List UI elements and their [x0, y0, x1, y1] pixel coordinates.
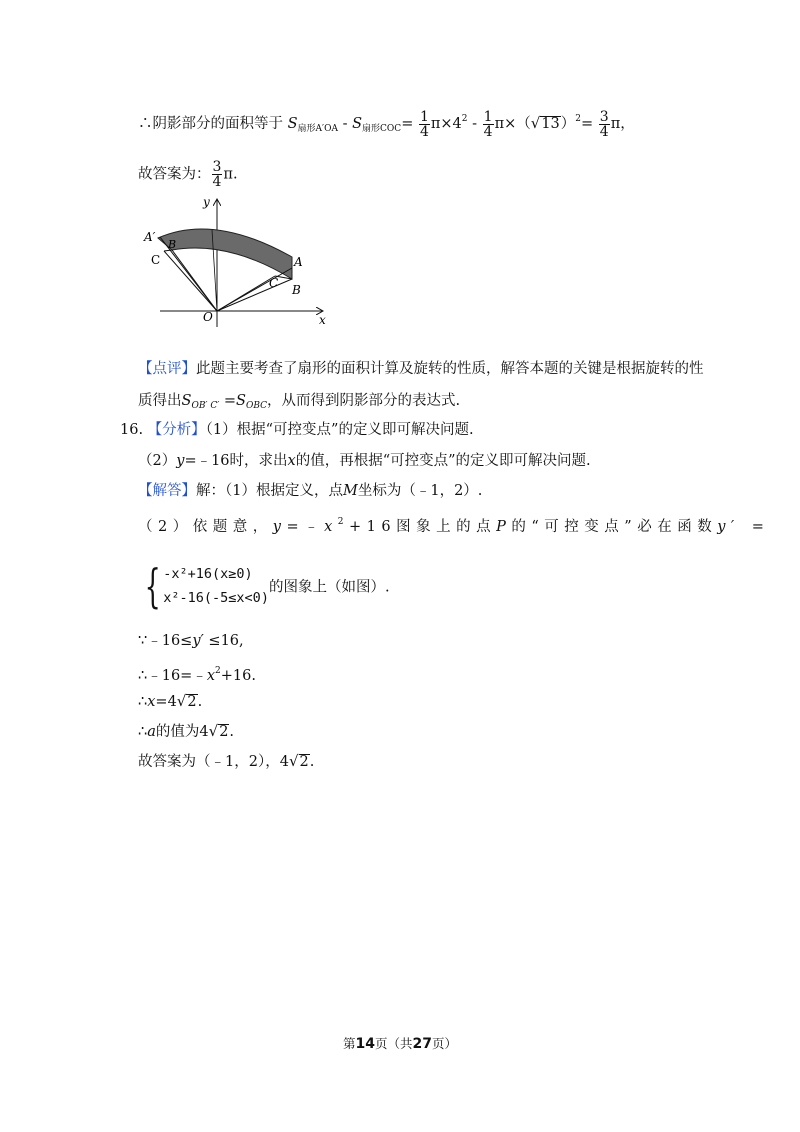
- page-number: 14: [355, 1036, 375, 1052]
- sqrt-sign: √: [530, 114, 541, 132]
- case-1: -x²+16(x≥0): [163, 566, 253, 582]
- label-b: B: [292, 283, 301, 297]
- label-x: x: [319, 313, 326, 327]
- shaded-ring: [158, 229, 292, 279]
- piecewise-function: { -x²+16(x≥0) x²-16(-5≤x<0)的图象上（如图）.: [144, 559, 390, 613]
- segment-oc-prime: [164, 251, 217, 311]
- fraction-one-quarter: $\frac{1}{4}$: [419, 108, 429, 140]
- shaded-area-formula: ∴阴影部分的面积等于 $S_{扇形A'OA} - S_{扇形COC}=$ $\frac{1}{4}$ $\pi\times 4^2$ - $\frac{1}{4}$ $\pi\times(√13)^2=$ $\frac{3}{4}$ π，: [138, 108, 635, 140]
- q16-line-8: ∴x=4√2.: [138, 692, 203, 710]
- sqrt-sign-2: √: [176, 692, 187, 710]
- q16-solution-line: 【解答】解：（1）根据定义，点M坐标为（﹣1，2）.: [138, 483, 483, 499]
- sqrt-sign-3: √: [208, 722, 219, 740]
- q16-line-10: 故答案为（﹣1，2），4√2.: [138, 752, 315, 770]
- q16-line-7: $\therefore﹣16=﹣x^2+16$.: [138, 666, 256, 684]
- label-a: A: [294, 255, 303, 269]
- answer-fraction: $\frac{3}{4}$: [212, 159, 222, 190]
- q16-part2-line: （2）依题意，$y=﹣x^2+16$图象上的点P的“可控变点”必在函数y′ =: [138, 517, 770, 535]
- q16-line-9: ∴a的值为4√2.: [138, 722, 235, 740]
- fraction-one-quarter-2: $\frac{1}{4}$: [483, 108, 493, 140]
- answer-line: 故答案为： $\frac{3}{4}$ π.: [138, 159, 238, 190]
- label-b-prime: B: [168, 238, 177, 251]
- left-brace: {: [144, 559, 161, 613]
- total-pages: 27: [412, 1036, 432, 1052]
- fraction-three-quarters: $\frac{3}{4}$: [599, 108, 609, 140]
- label-c: C: [269, 276, 279, 290]
- label-c-prime: C: [151, 253, 161, 267]
- analysis-tag: 【分析】: [147, 422, 206, 438]
- comment-line-1: 【点评】此题主要考查了扇形的面积计算及旋转的性质，解答本题的关键是根据旋转的性: [138, 361, 704, 377]
- segment-oc: [217, 276, 275, 311]
- q16-line-6: ∵﹣16≤y′ ≤16,: [138, 633, 244, 649]
- label-a-prime: A′: [144, 230, 156, 244]
- label-y: y: [203, 195, 210, 209]
- comment-line-2: 质得出$S_{OB' C'} =S_{OBC}$，从而得到阴影部分的表达式.: [138, 393, 461, 411]
- page-footer: 第14页（共27页）: [342, 1036, 457, 1052]
- rotation-diagram: [130, 190, 350, 330]
- case-2: x²-16(-5≤x<0): [163, 590, 269, 606]
- sqrt-sign-4: √: [288, 752, 299, 770]
- solution-tag: 【解答】: [138, 483, 196, 499]
- q16-analysis-line-2: （2）y=﹣16时，求出x的值，再根据“可控变点”的定义即可解决问题.: [138, 453, 591, 469]
- comment-tag: 【点评】: [138, 361, 196, 377]
- segment-ob: [217, 279, 292, 311]
- question-number: 16.: [120, 422, 144, 438]
- label-o: O: [203, 310, 213, 324]
- segment-ob-prime: [172, 250, 217, 311]
- q16-analysis-line: 16. 【分析】（1）根据“可控变点”的定义即可解决问题.: [120, 422, 474, 438]
